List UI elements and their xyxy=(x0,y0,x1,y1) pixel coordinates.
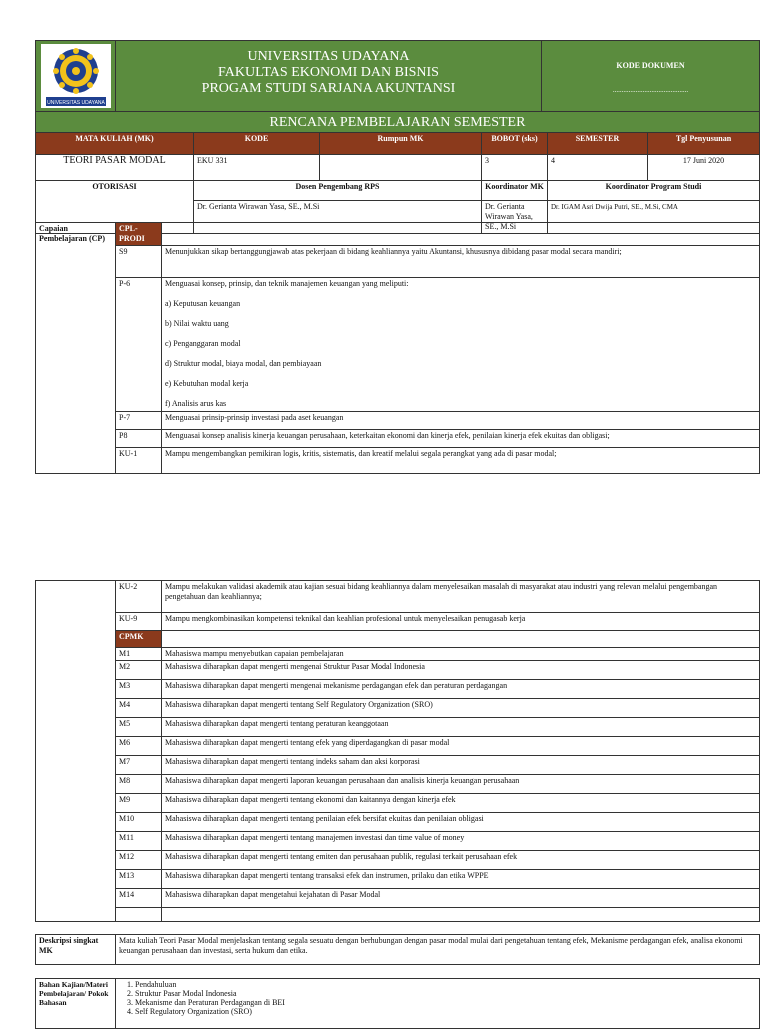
cpmk-code: M12 xyxy=(116,851,162,870)
cpmk-text: Mahasiswa diharapkan dapat mengerti tentang penilaian efek bersifat ekuitas dan penilaian obligasi xyxy=(162,813,760,832)
cpl-text: Menguasai prinsip-prinsip investasi pada aset keuangan xyxy=(162,412,760,430)
cpl-text: Mampu mengembangkan pemikiran logis, kritis, sistematis, dan kreatif melalui segala perangkat yang ada di pasar modal; xyxy=(162,448,760,474)
cpl-text-p6 xyxy=(162,278,760,412)
p6-item: f) Analisis arus kas xyxy=(165,399,227,408)
cpl-code: P-6 xyxy=(116,278,162,412)
cpmk-code: M6 xyxy=(116,737,162,756)
cpmk-blank-text xyxy=(162,908,760,922)
deskripsi-label: Deskripsi singkat MK xyxy=(36,935,116,965)
cpl-code: P-7 xyxy=(116,412,162,430)
p6-item: a) Keputusan keuangan xyxy=(165,299,241,308)
cpmk-table xyxy=(35,580,760,922)
course-date: 17 Juni 2020 xyxy=(648,155,760,181)
cpmk-code: M4 xyxy=(116,699,162,718)
cpmk-header-blank xyxy=(162,631,760,648)
p6-item: e) Kebutuhan modal kerja xyxy=(165,379,249,388)
bahan-list-cell xyxy=(116,979,760,1029)
rps-title: RENCANA PEMBELAJARAN SEMESTER xyxy=(36,112,760,135)
doc-code-label: KODE DOKUMEN xyxy=(616,61,685,70)
p6-item: c) Penganggaran modal xyxy=(165,339,241,348)
cpl-text: Mampu melakukan validasi akademik atau kajian sesuai bidang keahliannya dalam menyelesaikan masalah di masyarakat atau industri yang relevan melalui pengembangan pengetahuan dan keahliannya; xyxy=(162,581,760,613)
course-header-date: Tgl Penyusunan xyxy=(648,133,760,155)
cpmk-text: Mahasiswa mampu menyebutkan capaian pembelajaran xyxy=(162,648,760,661)
course-code: EKU 331 xyxy=(194,155,320,181)
p6-item: b) Nilai waktu uang xyxy=(165,319,229,328)
bahan-list xyxy=(119,980,756,1016)
cpl-code: P8 xyxy=(116,430,162,448)
course-header-rumpun: Rumpun MK xyxy=(320,133,482,155)
cpmk-text: Mahasiswa diharapkan dapat mengerti mengenai mekanisme perdagangan efek dan peraturan perdagangan xyxy=(162,680,760,699)
cpmk-blank-code xyxy=(116,908,162,922)
logo-cell xyxy=(36,41,116,112)
cpmk-text: Mahasiswa diharapkan dapat mengerti tentang transaksi efek dan instrumen, prilaku dan etika WPPE xyxy=(162,870,760,889)
udayana-emblem-icon xyxy=(42,45,110,107)
cpmk-code: M10 xyxy=(116,813,162,832)
cpmk-text: Mahasiswa diharapkan dapat mengerti mengenai Struktur Pasar Modal Indonesia xyxy=(162,661,760,680)
koord-name: Dr. Gerianta Wirawan Yasa, SE., M.Si xyxy=(482,201,548,234)
deskripsi-table xyxy=(35,934,760,965)
dosen-name: Dr. Gerianta Wirawan Yasa, SE., M.Si xyxy=(194,201,482,234)
cpl-code: KU-2 xyxy=(116,581,162,613)
cpmk-text: Mahasiswa diharapkan dapat mengerti tentang efek yang diperdagangkan di pasar modal xyxy=(162,737,760,756)
bahan-item: 2. Struktur Pasar Modal Indonesia xyxy=(135,989,756,998)
cpmk-code: M1 xyxy=(116,648,162,661)
cp-label: Capaian Pembelajaran (CP) xyxy=(36,223,116,474)
doc-code-value: ........................................... xyxy=(612,86,689,94)
bahan-label: Bahan Kajian/Materi Pembelajaran/ Pokok Bahasan xyxy=(36,979,116,1029)
cpmk-code: M2 xyxy=(116,661,162,680)
university-name: UNIVERSITAS UDAYANA xyxy=(247,49,410,64)
cpmk-code: M9 xyxy=(116,794,162,813)
bahan-item: 4. Self Regulatory Organization (SRO) xyxy=(135,1007,756,1016)
cpl-code: KU-1 xyxy=(116,448,162,474)
deskripsi-text: Mata kuliah Teori Pasar Modal menjelaskan tentang segala sesuatu dengan berhubungan dengan pasar modal mulai dari pengetahuan tentang efek, Mekanisme perdagangan efek, analisa ekonomi keuangan perusahaan dan investasi, serta hukum dan etika. xyxy=(116,935,760,965)
cpmk-text: Mahasiswa diharapkan dapat mengerti tentang peraturan keanggotaan xyxy=(162,718,760,737)
cpl-code: KU-9 xyxy=(116,613,162,631)
cpmk-text: Mahasiswa diharapkan dapat mengerti tentang ekonomi dan kaitannya dengan kinerja efek xyxy=(162,794,760,813)
cpl-text: Menguasai konsep analisis kinerja keuangan perusahaan, keterkaitan ekonomi dan kinerja efek, penilaian kinerja efek ekuitas dan obligasi; xyxy=(162,430,760,448)
dosen-label: Dosen Pengembang RPS xyxy=(194,181,482,201)
bahan-table xyxy=(35,978,760,1029)
koord-label: Koordinator MK xyxy=(482,181,548,201)
bahan-item: 3. Mekanisme dan Peraturan Perdagangan di BEI xyxy=(135,998,756,1007)
course-header-bobot: BOBOT (sks) xyxy=(482,133,548,155)
header-title-cell xyxy=(116,41,542,112)
rps-header-table xyxy=(35,40,760,135)
logo-caption: UNIVERSITAS UDAYANA xyxy=(46,100,105,106)
cpmk-left-blank xyxy=(36,581,116,922)
course-header-semester: SEMESTER xyxy=(548,133,648,155)
cpmk-code: M11 xyxy=(116,832,162,851)
course-table xyxy=(35,132,760,234)
course-bobot: 3 xyxy=(482,155,548,181)
p6-item: d) Struktur modal, biaya modal, dan pembiayaan xyxy=(165,359,322,368)
cpmk-text: Mahasiswa diharapkan dapat mengerti laporan keuangan perusahaan dan analisis kinerja keuangan perusahaan xyxy=(162,775,760,794)
cpmk-header: CPMK xyxy=(116,631,162,648)
cpmk-text: Mahasiswa diharapkan dapat mengerti tentang indeks saham dan aksi korporasi xyxy=(162,756,760,775)
cpl-prodi-header: CPL-PRODI xyxy=(116,223,162,246)
cpl-text: Menunjukkan sikap bertanggungjawab atas pekerjaan di bidang keahliannya yaitu Akuntansi, khususnya dibidang pasar modal secara mandiri; xyxy=(162,246,760,278)
course-header-mk: MATA KULIAH (MK) xyxy=(36,133,194,155)
faculty-name: FAKULTAS EKONOMI DAN BISNIS xyxy=(218,65,439,80)
p6-intro: Menguasai konsep, prinsip, dan teknik manajemen keuangan yang meliputi: xyxy=(165,279,409,288)
cpmk-code: M7 xyxy=(116,756,162,775)
cpmk-text: Mahasiswa diharapkan dapat mengetahui kejahatan di Pasar Modal xyxy=(162,889,760,908)
doc-code-cell xyxy=(542,41,760,112)
cpl-text: Mampu mengkombinasikan kompetensi teknikal dan keahlian profesional untuk menyelesaikan penugasab kerja xyxy=(162,613,760,631)
cpmk-code: M14 xyxy=(116,889,162,908)
course-rumpun xyxy=(320,155,482,181)
bahan-item: 1. Pendahuluan xyxy=(135,980,756,989)
cpmk-code: M13 xyxy=(116,870,162,889)
course-name: TEORI PASAR MODAL xyxy=(36,155,194,181)
prodi-name: Dr. IGAM Asri Dwija Putri, SE., M.Si, CMA xyxy=(548,201,760,234)
course-semester: 4 xyxy=(548,155,648,181)
otorisasi-label: OTORISASI xyxy=(36,181,194,234)
cpmk-text: Mahasiswa diharapkan dapat mengerti tentang Self Regulatory Organization (SRO) xyxy=(162,699,760,718)
cpl-code: S9 xyxy=(116,246,162,278)
university-logo xyxy=(41,44,111,108)
program-name: PROGAM STUDI SARJANA AKUNTANSI xyxy=(201,81,456,96)
cpmk-code: M5 xyxy=(116,718,162,737)
course-header-kode: KODE xyxy=(194,133,320,155)
cpl-table xyxy=(35,222,760,474)
prodi-label: Koordinator Program Studi xyxy=(548,181,760,201)
cpmk-text: Mahasiswa diharapkan dapat mengerti tentang emiten dan perusahaan publik, regulasi terkait perusahaan efek xyxy=(162,851,760,870)
cpmk-code: M3 xyxy=(116,680,162,699)
cpmk-text: Mahasiswa diharapkan dapat mengerti tentang manajemen investasi dan time value of money xyxy=(162,832,760,851)
cpl-header-blank xyxy=(162,223,760,246)
cpmk-code: M8 xyxy=(116,775,162,794)
